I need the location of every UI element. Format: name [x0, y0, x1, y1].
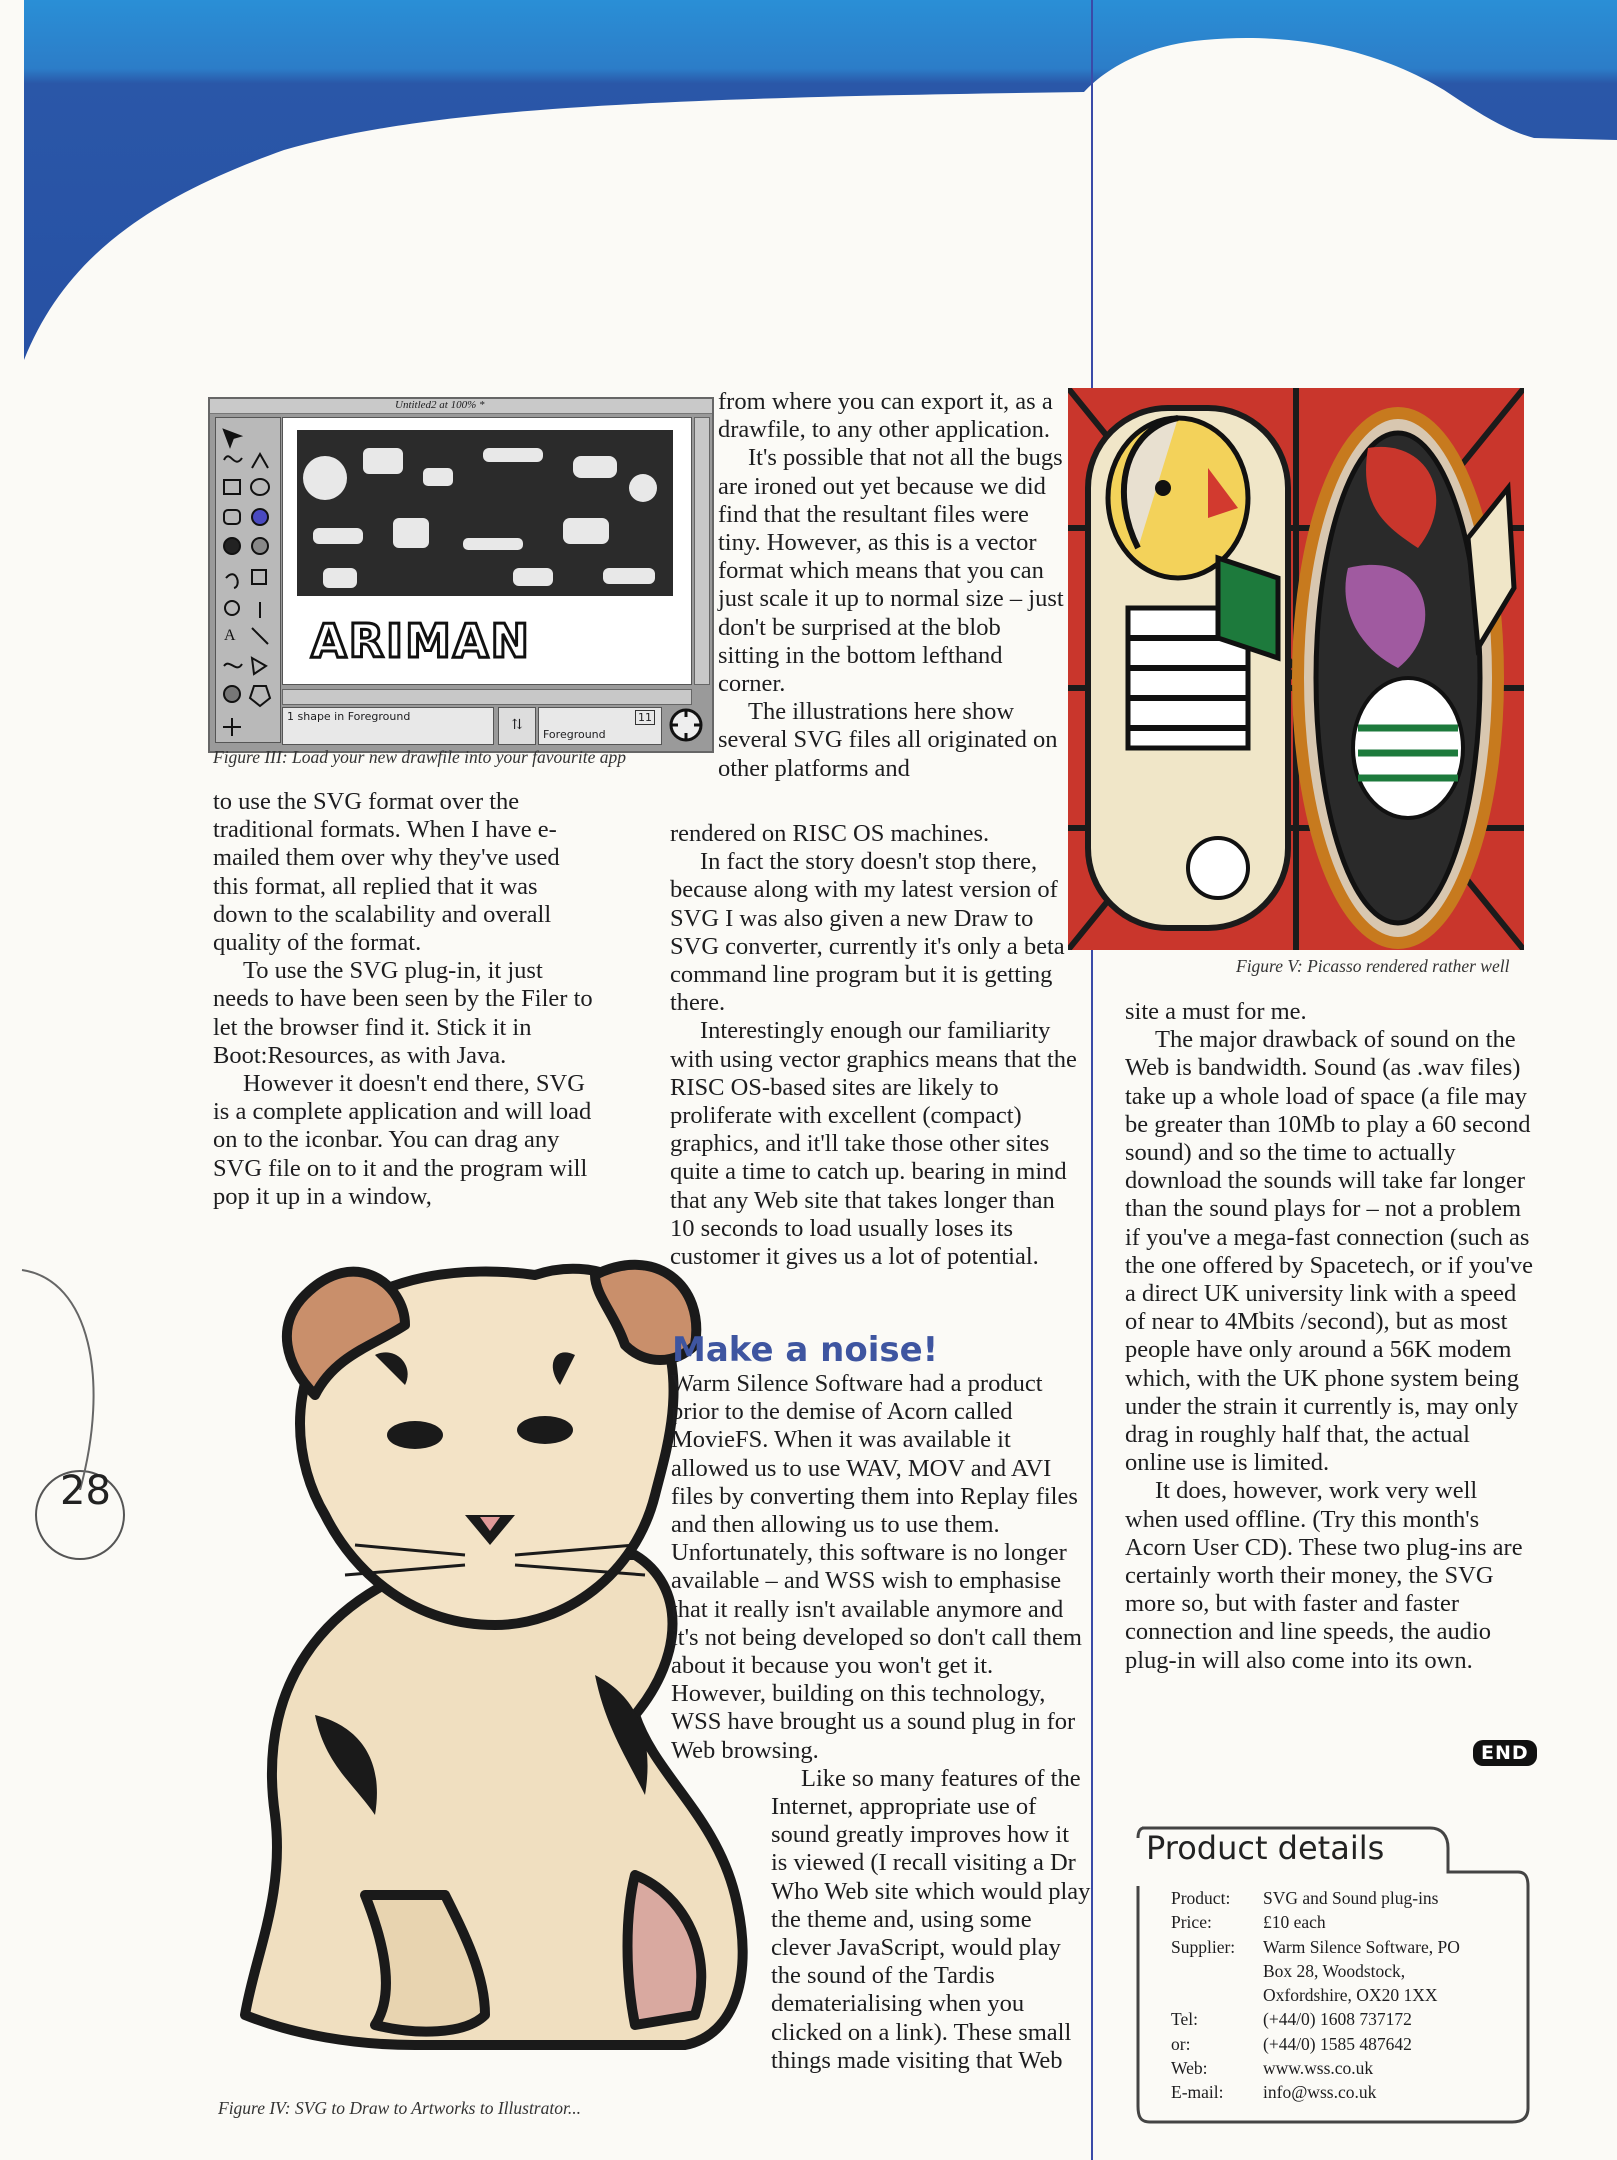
tool-icons — [216, 418, 280, 742]
paragraph: Like so many features of the Internet, appropriate use of sound greatly improves how it is viewed (I recall visiting a Dr Who Web site which would play the theme and, using some clever JavaScript, would play the sound of the Tardis dematerialising when you clicked on a link). These small things made visiting that Web — [771, 1764, 1091, 2074]
product-value: Box 28, Woodstock, — [1263, 1960, 1406, 1981]
paragraph: However it doesn't end there, SVG is a complete application and will load on to the iconbar. You can drag any SVG file on to it and the program will pop it up in a window, — [213, 1070, 592, 1210]
product-key: Product: — [1171, 1888, 1231, 1908]
product-row — [1171, 2056, 1472, 2080]
product-value: (+44/0) 1608 737172 — [1263, 2009, 1412, 2030]
paragraph: It's possible that not all the bugs are ironed out yet because we did find that the resultant files were tiny. However, as this is a vector format which means that you can just scale it up to normal size – just don't be surprised at the blob sitting in the bottom lefthand corner. — [718, 444, 1064, 698]
window-title: Untitled2 at 100% * — [395, 399, 485, 411]
product-value[interactable]: www.wss.co.uk — [1263, 2058, 1374, 2079]
vertical-scrollbar[interactable] — [694, 417, 710, 685]
product-value[interactable]: info@wss.co.uk — [1263, 2082, 1377, 2103]
article-column-right — [1125, 998, 1535, 1675]
paragraph: to use the SVG format over the traditional formats. When I have e-mailed them over why they've used this format, all replied that it was down to the scalability and overall quality of the format. — [213, 788, 560, 957]
product-value: Warm Silence Software, PO — [1263, 1936, 1460, 1957]
layer-name: Foreground — [543, 728, 606, 741]
product-row — [1171, 2032, 1472, 2056]
product-row — [1171, 2080, 1472, 2104]
section-heading: Make a noise! — [672, 1330, 939, 1370]
product-key: Supplier: — [1171, 1936, 1236, 1957]
paragraph: rendered on RISC OS machines. — [670, 820, 990, 847]
product-details-title: Product details — [1146, 1829, 1385, 1867]
header-band — [24, 0, 1617, 380]
paragraph: site a must for me. — [1125, 998, 1307, 1025]
end-badge: END — [1473, 1740, 1537, 1766]
product-row — [1171, 1959, 1472, 1983]
product-row — [1171, 2007, 1472, 2031]
column-divider-line — [1091, 0, 1093, 2160]
product-row — [1171, 1910, 1472, 1934]
article-column-middle — [670, 820, 1080, 1271]
figure-4-caption: Figure IV: SVG to Draw to Artworks to Illustrator... — [218, 2098, 581, 2118]
tool-palette[interactable] — [215, 417, 281, 743]
paragraph: Interestingly enough our familiarity with using vector graphics means that the RISC OS-based sites are likely to proliferate with excellent (compact) graphics, and it'll take those other sites quite a time to catch up. bearing in mind that any Web site that takes longer than 10 seconds to load usually loses its customer it gives us a lot of potential. — [670, 1017, 1077, 1271]
figure-3-caption: Figure III: Load your new drawfile into your favourite app — [213, 747, 626, 767]
svg-text:A: A — [224, 627, 236, 644]
product-row — [1171, 1886, 1472, 1910]
product-key: E-mail: — [1171, 2082, 1224, 2103]
article-column-left — [213, 788, 595, 1211]
product-row — [1171, 1935, 1472, 1959]
product-key: Tel: — [1171, 2009, 1198, 2030]
status-bar — [282, 707, 494, 745]
paragraph: In fact the story doesn't stop there, because along with my latest version of SVG I was also given a new Draw to SVG converter, currently it's only a beta command line program but it is getting there. — [670, 848, 1065, 1017]
paragraph: Warm Silence Software had a product prior to the demise of Acorn called MovieFS. When it was available it allowed us to use WAV, MOV and AVI files by converting them into Replay files and then allowing us to use them. Unfortunately, this software is no longer available – and WSS wish to emphasise that it really isn't available anymore and it's not being developed so don't call them about it because you won't get it. However, building on this technology, WSS have brought us a sound plug in for Web browsing. — [671, 1370, 1082, 1764]
product-key: Web: — [1171, 2058, 1208, 2079]
layer-count: 11 — [635, 710, 655, 725]
product-row — [1171, 1983, 1472, 2007]
figure-3-screenshot — [208, 397, 714, 753]
window-titlebar — [210, 399, 712, 414]
layer-arrows[interactable]: ⇅ — [498, 707, 536, 745]
horizontal-scrollbar[interactable] — [282, 689, 692, 705]
article-column-middle-top — [718, 388, 1068, 783]
article-column-middle-bottom — [671, 1370, 1091, 2075]
figure-5-picasso-image — [1068, 388, 1524, 950]
product-value: SVG and Sound plug-ins — [1263, 1888, 1439, 1908]
product-value: (+44/0) 1585 487642 — [1263, 2033, 1412, 2054]
figure-5-caption: Figure V: Picasso rendered rather well — [1236, 956, 1510, 976]
product-key: or: — [1171, 2033, 1191, 2054]
canvas-area[interactable] — [282, 417, 692, 685]
layer-selector[interactable] — [538, 707, 662, 745]
paragraph: To use the SVG plug-in, it just needs to have been seen by the Filer to let the browser find it. Stick it in Boot:Resources, as with Java. — [213, 957, 593, 1069]
artwork-title-text: ARIMAN — [311, 614, 532, 668]
paragraph: The illustrations here show several SVG files all originated on other platforms and — [718, 698, 1058, 782]
page-number: 28 — [60, 1468, 111, 1514]
product-value: £10 each — [1263, 1912, 1326, 1933]
paragraph: from where you can export it, as a drawfile, to any other application. — [718, 388, 1053, 444]
paragraph: The major drawback of sound on the Web is bandwidth. Sound (as .wav files) take up a whole load of space (a file may be greater than 10Mb to play a 60 second sound) and so the time to actually download the sounds will take far longer than the sound plays for – not a problem if you've a mega-fast connection (such as the one offered by Spacetech, or if you've a direct UK university link with a speed of near to 4Mbits /second), but as most people have only around a 56K modem which, with the UK phone system being under the strain it currently is, may only drag in roughly half that, the actual online use is limited. — [1125, 1026, 1534, 1477]
status-text: 1 shape in Foreground — [287, 710, 411, 723]
product-key — [1171, 1959, 1263, 1983]
dial-icon[interactable] — [666, 705, 706, 745]
product-key: Price: — [1171, 1912, 1212, 1933]
product-details-table — [1171, 1886, 1472, 2105]
product-value: Oxfordshire, OX20 1XX — [1263, 1985, 1438, 2006]
paragraph: It does, however, work very well when used offline. (Try this month's Acorn User CD). These two plug-ins are certainly worth their money, the SVG more so, but with faster and faster connection and line speeds, the audio plug-in will also come into its own. — [1125, 1477, 1523, 1674]
page-side-swoop — [20, 1260, 120, 1490]
product-key — [1171, 1983, 1263, 2007]
